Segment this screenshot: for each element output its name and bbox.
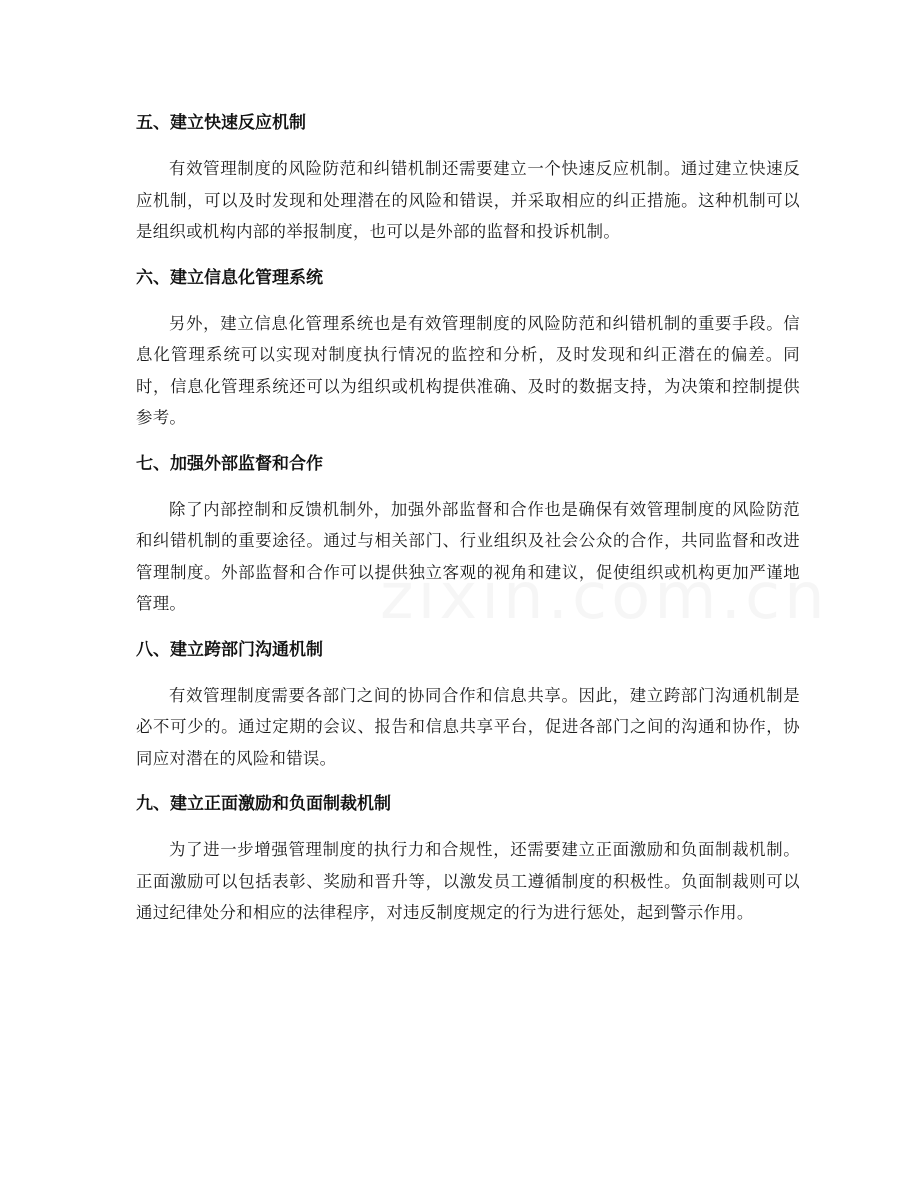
section-paragraph: 为了进一步增强管理制度的执行力和合规性，还需要建立正面激励和负面制裁机制。正面激励可以包括表彰、奖励和晋升等，以激发员工遵循制度的积极性。负面制裁则可以通过纪律处分和相应的法律程序，对违反制度规定的行为进行惩处，起到警示作用。 xyxy=(136,840,800,922)
section-7 xyxy=(136,452,800,620)
section-heading: 七、加强外部监督和合作 xyxy=(136,453,323,474)
section-heading: 八、建立跨部门沟通机制 xyxy=(136,639,323,660)
section-paragraph: 另外，建立信息化管理系统也是有效管理制度的风险防范和纠错机制的重要手段。信息化管理系统可以实现对制度执行情况的监控和分析，及时发现和纠正潜在的偏差。同时，信息化管理系统还可以为组织或机构提供准确、及时的数据支持，为决策和控制提供参考。 xyxy=(136,313,800,427)
section-paragraph: 有效管理制度需要各部门之间的协同合作和信息共享。因此，建立跨部门沟通机制是必不可少的。通过定期的会议、报告和信息共享平台，促进各部门之间的沟通和协作，协同应对潜在的风险和错误。 xyxy=(136,685,800,768)
section-heading: 九、建立正面激励和负面制裁机制 xyxy=(136,794,391,814)
section-paragraph: 除了内部控制和反馈机制外，加强外部监督和合作也是确保有效管理制度的风险防范和纠错机制的重要途径。通过与相关部门、行业组织及社会公众的合作，共同监督和改进管理制度。外部监督和合作可以提供独立客观的视角和建议，促使组织或机构更加严谨地管理。 xyxy=(136,499,800,613)
section-6 xyxy=(136,266,800,434)
section-5 xyxy=(136,111,800,248)
section-9 xyxy=(136,792,800,929)
section-heading: 六、建立信息化管理系统 xyxy=(136,267,323,288)
section-paragraph: 有效管理制度的风险防范和纠错机制还需要建立一个快速反应机制。通过建立快速反应机制，可以及时发现和处理潜在的风险和错误，并采取相应的纠正措施。这种机制可以是组织或机构内部的举报制度，也可以是外部的监督和投诉机制。 xyxy=(136,159,800,241)
document-body xyxy=(136,100,800,947)
section-heading: 五、建立快速反应机制 xyxy=(136,113,306,133)
section-8 xyxy=(136,638,800,775)
